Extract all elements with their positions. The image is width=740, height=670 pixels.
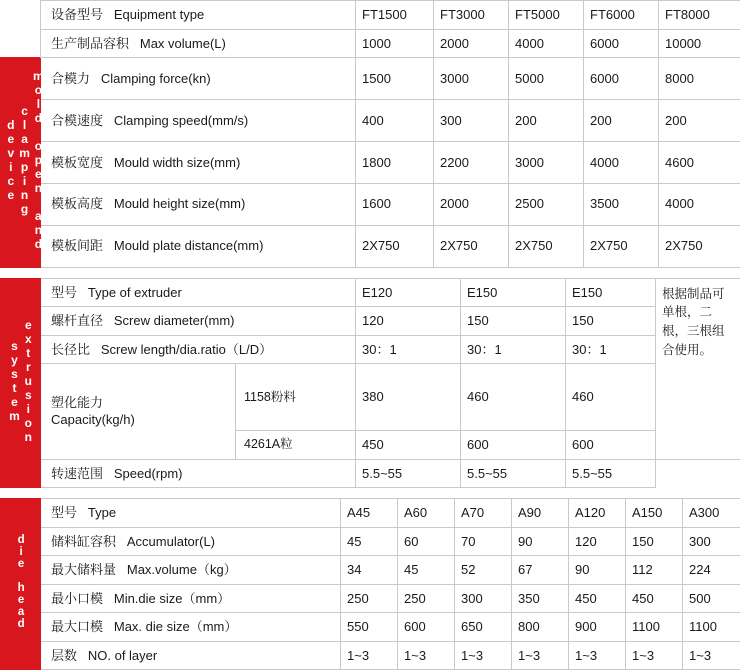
table-row <box>1 584 740 613</box>
cell-value: 4000 <box>584 141 659 183</box>
cell-value: 200 <box>509 100 584 142</box>
extrusion-note: 根据制品可单根，二根，三根组合使用。 <box>656 278 740 459</box>
row-label-en: Clamping force(kn) <box>101 71 211 86</box>
row-label-cn: 合模力 <box>51 71 90 86</box>
cell-value: 600 <box>398 613 455 642</box>
cell-value: 1~3 <box>626 641 683 670</box>
row-label <box>41 307 356 336</box>
row-label-en: NO. of layer <box>88 648 157 663</box>
section-label-text: die head <box>14 534 27 630</box>
table-row <box>1 641 740 670</box>
cell-value: 10000 <box>659 29 740 58</box>
table-row <box>1 58 740 100</box>
cell-value: 550 <box>341 613 398 642</box>
row-label-en: Equipment type <box>114 7 204 22</box>
row-label <box>41 183 356 225</box>
row-label-cn: 储料缸容积 <box>51 534 116 549</box>
cell-value: 800 <box>512 613 569 642</box>
cell-value: 224 <box>683 556 740 585</box>
row-label-cn: 生产制品容积 <box>51 36 129 51</box>
row-label <box>41 225 356 267</box>
row-label-en: Max.volume（kg） <box>127 562 237 577</box>
row-label-en: Max volume(L) <box>140 36 226 51</box>
cell-value: 450 <box>626 584 683 613</box>
cell-value: 3500 <box>584 183 659 225</box>
row-label <box>41 556 341 585</box>
row-label <box>41 335 356 364</box>
row-label-cn: 长径比 <box>51 342 90 357</box>
cell-value: 380 <box>356 364 461 431</box>
row-label-capacity <box>41 364 236 459</box>
cell-value: 4000 <box>659 183 740 225</box>
cell-value: 5000 <box>509 58 584 100</box>
row-label-cn: 最大储料量 <box>51 562 116 577</box>
cell-value: 200 <box>584 100 659 142</box>
table-row <box>1 364 740 431</box>
row-label-en: Screw length/dia.ratio（L/D） <box>101 342 272 357</box>
cell-value: 30：1 <box>461 335 566 364</box>
row-label-cn: 型号 <box>51 505 77 520</box>
row-label-en: Accumulator(L) <box>127 534 215 549</box>
diehead-section-table <box>0 498 740 670</box>
table-row <box>1 183 740 225</box>
row-label-cn: 最小口模 <box>51 591 103 606</box>
section-label-text: mold open and clamping device <box>3 60 44 260</box>
row-label-en: Type <box>88 505 116 520</box>
row-label-cn: 模板间距 <box>51 238 103 253</box>
cell-value: 1100 <box>683 613 740 642</box>
row-label-en: Min.die size（mm） <box>114 591 230 606</box>
cell-value: 150 <box>566 307 656 336</box>
cell-value: 450 <box>569 584 626 613</box>
row-label-en: Screw diameter(mm) <box>114 313 235 328</box>
column-header: FT5000 <box>509 1 584 30</box>
table-row <box>1 335 740 364</box>
table-row <box>1 29 740 58</box>
cell-value: 1~3 <box>341 641 398 670</box>
table-row <box>1 307 740 336</box>
row-label-cn: 层数 <box>51 648 77 663</box>
table-row <box>1 100 740 142</box>
column-header: A150 <box>626 499 683 528</box>
cell-value: 5.5~55 <box>356 459 461 488</box>
cell-value: 2500 <box>509 183 584 225</box>
row-label-en: Max. die size（mm） <box>114 619 238 634</box>
cell-value: 1100 <box>626 613 683 642</box>
row-label-cn: 转速范围 <box>51 466 103 481</box>
cell-value: 350 <box>512 584 569 613</box>
cell-value: 2X750 <box>509 225 584 267</box>
cell-value: 60 <box>398 527 455 556</box>
row-label <box>41 100 356 142</box>
cell-value: 4000 <box>509 29 584 58</box>
cell-value: 2X750 <box>356 225 434 267</box>
table-row <box>1 613 740 642</box>
row-label-cn: 模板高度 <box>51 196 103 211</box>
cell-value: 2200 <box>434 141 509 183</box>
table-row <box>1 556 740 585</box>
header-type <box>41 499 341 528</box>
label-spacer <box>1 1 41 30</box>
row-label <box>41 584 341 613</box>
cell-value: 5.5~55 <box>566 459 656 488</box>
column-header: A300 <box>683 499 740 528</box>
cell-value: 67 <box>512 556 569 585</box>
empty-cell <box>656 459 740 488</box>
table-row <box>1 499 740 528</box>
column-header: A70 <box>455 499 512 528</box>
cell-value: 45 <box>398 556 455 585</box>
row-label <box>41 613 341 642</box>
cell-value: 300 <box>683 527 740 556</box>
row-label-en: Mould width size(mm) <box>114 155 240 170</box>
cell-value: 250 <box>398 584 455 613</box>
cell-value: 1~3 <box>455 641 512 670</box>
row-label-cn: 塑化能力 <box>51 394 229 412</box>
cell-value: 1000 <box>356 29 434 58</box>
cell-value: 70 <box>455 527 512 556</box>
cell-value: 6000 <box>584 29 659 58</box>
row-label-en: Speed(rpm) <box>114 466 183 481</box>
row-label <box>41 527 341 556</box>
cell-value: 2000 <box>434 29 509 58</box>
cell-value: 460 <box>566 364 656 431</box>
cell-value: 52 <box>455 556 512 585</box>
cell-value: 3000 <box>434 58 509 100</box>
cell-value: 90 <box>569 556 626 585</box>
column-header: A120 <box>569 499 626 528</box>
column-header: FT8000 <box>659 1 740 30</box>
cell-value: 1~3 <box>683 641 740 670</box>
column-header: A60 <box>398 499 455 528</box>
section-gap-2 <box>0 488 740 498</box>
table-row <box>1 459 740 488</box>
cell-value: 3000 <box>509 141 584 183</box>
cell-value: 5.5~55 <box>461 459 566 488</box>
cell-value: 30：1 <box>356 335 461 364</box>
column-header: A45 <box>341 499 398 528</box>
cell-value: 200 <box>659 100 740 142</box>
row-label-en: Type of extruder <box>88 285 182 300</box>
section-label-diehead <box>1 499 41 670</box>
cell-value: 150 <box>461 307 566 336</box>
cell-value: 650 <box>455 613 512 642</box>
row-label <box>41 58 356 100</box>
cell-value: 300 <box>455 584 512 613</box>
cell-value: E150 <box>461 278 566 307</box>
cell-value: 4600 <box>659 141 740 183</box>
table-row <box>1 225 740 267</box>
capacity-material-2: 4261A粒 <box>236 431 356 460</box>
row-label <box>41 29 356 58</box>
cell-value: 2X750 <box>659 225 740 267</box>
cell-value: 1500 <box>356 58 434 100</box>
table-row <box>1 527 740 556</box>
column-header: FT6000 <box>584 1 659 30</box>
row-label <box>41 459 356 488</box>
cell-value: 500 <box>683 584 740 613</box>
clamping-section-table <box>0 0 740 268</box>
row-label-cn: 最大口模 <box>51 619 103 634</box>
row-label-cn: 模板宽度 <box>51 155 103 170</box>
section-label-extrusion <box>1 278 41 488</box>
cell-value: 8000 <box>659 58 740 100</box>
cell-value: 400 <box>356 100 434 142</box>
cell-value: 34 <box>341 556 398 585</box>
column-header: A90 <box>512 499 569 528</box>
cell-value: 600 <box>566 431 656 460</box>
cell-value: 1~3 <box>569 641 626 670</box>
row-label <box>41 278 356 307</box>
row-label-cn: 型号 <box>51 285 77 300</box>
section-label-clamping <box>1 58 41 268</box>
cell-value: 1600 <box>356 183 434 225</box>
cell-value: 1800 <box>356 141 434 183</box>
cell-value: 90 <box>512 527 569 556</box>
row-label-cn: 螺杆直径 <box>51 313 103 328</box>
cell-value: 1~3 <box>398 641 455 670</box>
row-label <box>41 641 341 670</box>
section-gap <box>0 268 740 278</box>
row-label-cn: 合模速度 <box>51 113 103 128</box>
cell-value: 6000 <box>584 58 659 100</box>
table-row <box>1 141 740 183</box>
cell-value: E120 <box>356 278 461 307</box>
label-spacer <box>1 29 41 58</box>
extrusion-section-table <box>0 278 740 489</box>
cell-value: 450 <box>356 431 461 460</box>
cell-value: 300 <box>434 100 509 142</box>
cell-value: 460 <box>461 364 566 431</box>
table-row <box>1 1 740 30</box>
cell-value: 900 <box>569 613 626 642</box>
cell-value: 600 <box>461 431 566 460</box>
row-label-en: Capacity(kg/h) <box>51 411 229 429</box>
cell-value: 250 <box>341 584 398 613</box>
row-label <box>41 141 356 183</box>
column-header: FT1500 <box>356 1 434 30</box>
cell-value: 150 <box>626 527 683 556</box>
cell-value: 2000 <box>434 183 509 225</box>
row-label-en: Mould plate distance(mm) <box>114 238 264 253</box>
column-header: FT3000 <box>434 1 509 30</box>
row-label-en: Clamping speed(mm/s) <box>114 113 248 128</box>
row-label-cn: 设备型号 <box>51 7 103 22</box>
section-label-text: extrusion system <box>7 281 35 481</box>
cell-value: 45 <box>341 527 398 556</box>
cell-value: 120 <box>569 527 626 556</box>
cell-value: 1~3 <box>512 641 569 670</box>
cell-value: 112 <box>626 556 683 585</box>
cell-value: 2X750 <box>584 225 659 267</box>
row-label-en: Mould height size(mm) <box>114 196 246 211</box>
capacity-material-1: 1158粉料 <box>236 364 356 431</box>
header-equipment-type <box>41 1 356 30</box>
cell-value: 30：1 <box>566 335 656 364</box>
cell-value: 120 <box>356 307 461 336</box>
cell-value: E150 <box>566 278 656 307</box>
cell-value: 2X750 <box>434 225 509 267</box>
table-row <box>1 278 740 307</box>
